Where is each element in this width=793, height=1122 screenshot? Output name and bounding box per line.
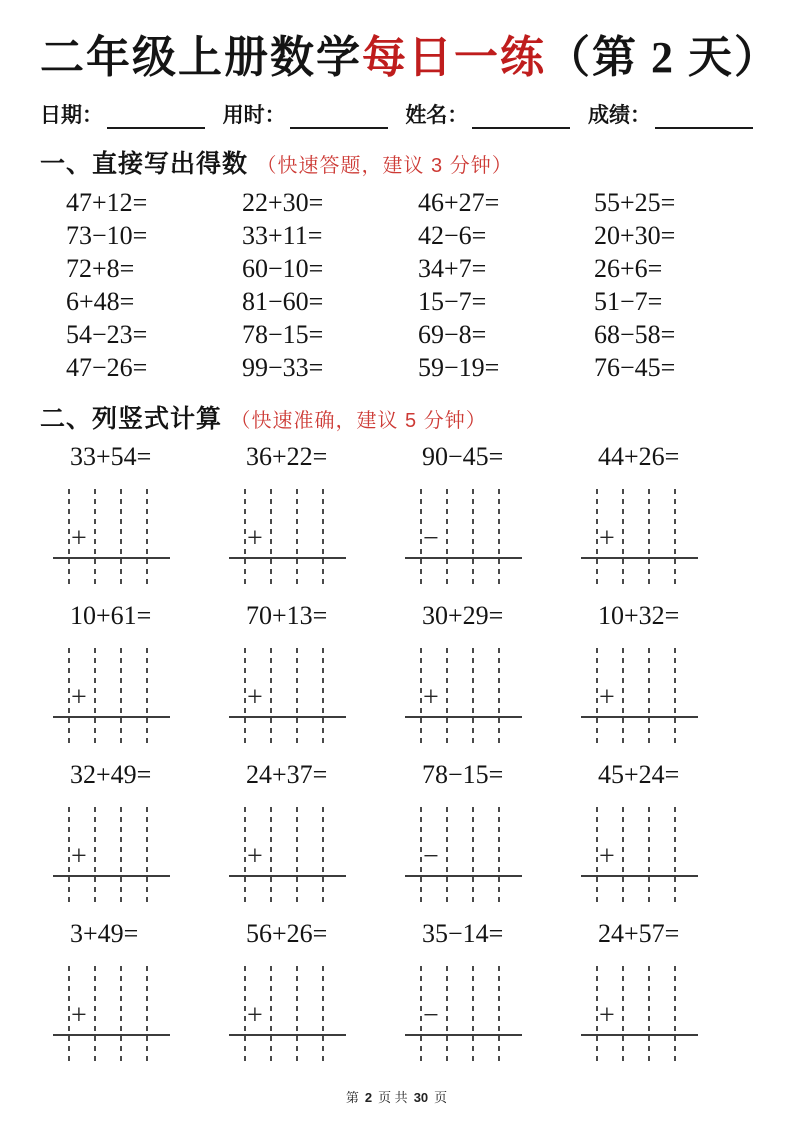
info-field-time xyxy=(223,99,388,129)
calc-grid xyxy=(412,966,512,1066)
operator-sign: + xyxy=(247,841,263,872)
problem-expression: 10+61= xyxy=(70,601,152,630)
math-problem: 15−7= xyxy=(418,287,487,316)
vertical-problems-row xyxy=(58,599,753,748)
date-blank-line xyxy=(107,103,205,129)
math-problem: 69−8= xyxy=(418,320,487,349)
calc-grid xyxy=(236,807,336,907)
calc-grid xyxy=(60,648,160,748)
problem-expression: 78−15= xyxy=(422,760,504,789)
section2-note: （快速准确，建议 5 分钟） xyxy=(230,410,487,432)
calc-grid xyxy=(60,489,160,589)
math-problem: 42−6= xyxy=(418,221,487,250)
section1-title: 一、直接写出得数 xyxy=(40,150,249,178)
info-field-date xyxy=(40,99,205,129)
vertical-problem xyxy=(234,599,410,748)
footer-suffix: 页 xyxy=(434,1090,448,1105)
operator-sign: + xyxy=(423,682,439,713)
footer-total-pages: 30 xyxy=(413,1090,429,1105)
math-problem: 60−10= xyxy=(242,254,324,283)
operator-sign: + xyxy=(599,523,615,554)
operator-sign: − xyxy=(423,1000,439,1031)
math-problem: 76−45= xyxy=(594,353,676,382)
math-problem: 46+27= xyxy=(418,188,500,217)
calc-grid xyxy=(412,648,512,748)
title-highlight: 每日一练 xyxy=(362,33,546,82)
problem-expression: 35−14= xyxy=(422,919,504,948)
info-field-score xyxy=(588,99,753,129)
operator-sign: + xyxy=(599,841,615,872)
section2-title: 二、列竖式计算 xyxy=(40,405,223,433)
section1-heading xyxy=(40,144,753,180)
info-row xyxy=(40,99,753,129)
calc-grid xyxy=(412,807,512,907)
math-problem: 20+30= xyxy=(594,221,676,250)
vertical-problems-row xyxy=(58,440,753,589)
math-problem: 34+7= xyxy=(418,254,487,283)
operator-sign: + xyxy=(71,1000,87,1031)
operator-sign: + xyxy=(71,682,87,713)
footer-page-number: 2 xyxy=(364,1090,373,1105)
problem-expression: 44+26= xyxy=(598,442,680,471)
calc-grid xyxy=(236,648,336,748)
vertical-problem xyxy=(586,917,762,1066)
vertical-problem xyxy=(58,758,234,907)
math-problem: 51−7= xyxy=(594,287,663,316)
problem-expression: 45+24= xyxy=(598,760,680,789)
problem-expression: 32+49= xyxy=(70,760,152,789)
math-problem: 68−58= xyxy=(594,320,676,349)
operator-sign: + xyxy=(71,841,87,872)
math-problem: 54−23= xyxy=(66,320,148,349)
name-label: 姓名： xyxy=(405,104,469,127)
problem-expression: 24+57= xyxy=(598,919,680,948)
name-blank-line xyxy=(472,103,570,129)
operator-sign: + xyxy=(247,523,263,554)
score-label: 成绩： xyxy=(587,104,651,127)
vertical-problem xyxy=(410,599,586,748)
footer-prefix: 第 xyxy=(345,1090,359,1105)
problem-expression: 24+37= xyxy=(246,760,328,789)
vertical-problem xyxy=(586,599,762,748)
score-blank-line xyxy=(655,103,753,129)
math-problem: 72+8= xyxy=(66,254,135,283)
calc-grid xyxy=(588,648,688,748)
page-title xyxy=(40,30,780,85)
problem-expression: 36+22= xyxy=(246,442,328,471)
vertical-problem xyxy=(58,599,234,748)
operator-sign: + xyxy=(247,682,263,713)
vertical-problem xyxy=(234,917,410,1066)
calc-grid xyxy=(588,489,688,589)
operator-sign: + xyxy=(247,1000,263,1031)
math-problem: 47−26= xyxy=(66,353,148,382)
math-problem: 26+6= xyxy=(594,254,663,283)
math-problem: 22+30= xyxy=(242,188,324,217)
vertical-problem xyxy=(586,758,762,907)
operator-sign: + xyxy=(71,523,87,554)
section2-heading xyxy=(40,399,753,435)
calc-grid xyxy=(60,807,160,907)
problem-expression: 3+49= xyxy=(70,919,139,948)
footer-middle: 页 共 xyxy=(378,1090,408,1105)
operator-sign: + xyxy=(599,682,615,713)
time-blank-line xyxy=(290,103,388,129)
problem-expression: 30+29= xyxy=(422,601,504,630)
info-field-name xyxy=(405,99,570,129)
vertical-problem xyxy=(234,758,410,907)
vertical-problems-row xyxy=(58,917,753,1066)
calc-grid xyxy=(412,489,512,589)
title-subject: 二年级上册数学 xyxy=(40,33,362,82)
vertical-problems-row xyxy=(58,758,753,907)
vertical-problem xyxy=(234,440,410,589)
oral-problems-grid xyxy=(66,186,753,384)
math-problem: 33+11= xyxy=(242,221,323,250)
problem-expression: 56+26= xyxy=(246,919,328,948)
calc-grid xyxy=(60,966,160,1066)
date-label: 日期： xyxy=(40,104,103,127)
operator-sign: − xyxy=(423,841,439,872)
math-problem: 99−33= xyxy=(242,353,324,382)
problem-expression: 90−45= xyxy=(422,442,504,471)
title-day: （第 2 天） xyxy=(546,33,780,82)
problem-expression: 70+13= xyxy=(246,601,328,630)
vertical-problem xyxy=(58,917,234,1066)
calc-grid xyxy=(588,807,688,907)
math-problem: 73−10= xyxy=(66,221,148,250)
calc-grid xyxy=(236,489,336,589)
time-label: 用时： xyxy=(222,104,286,127)
calc-grid xyxy=(236,966,336,1066)
vertical-problem xyxy=(58,440,234,589)
operator-sign: − xyxy=(423,523,439,554)
math-problem: 6+48= xyxy=(66,287,135,316)
calc-grid xyxy=(588,966,688,1066)
section1-note: （快速答题，建议 3 分钟） xyxy=(256,155,513,177)
math-problem: 59−19= xyxy=(418,353,500,382)
vertical-problem xyxy=(586,440,762,589)
problem-expression: 33+54= xyxy=(70,442,152,471)
problem-expression: 10+32= xyxy=(598,601,680,630)
vertical-problem xyxy=(410,440,586,589)
vertical-problem xyxy=(410,758,586,907)
math-problem: 47+12= xyxy=(66,188,148,217)
math-problem: 81−60= xyxy=(242,287,324,316)
vertical-problem xyxy=(410,917,586,1066)
math-problem: 55+25= xyxy=(594,188,676,217)
operator-sign: + xyxy=(599,1000,615,1031)
page-footer xyxy=(0,1087,793,1106)
math-problem: 78−15= xyxy=(242,320,324,349)
